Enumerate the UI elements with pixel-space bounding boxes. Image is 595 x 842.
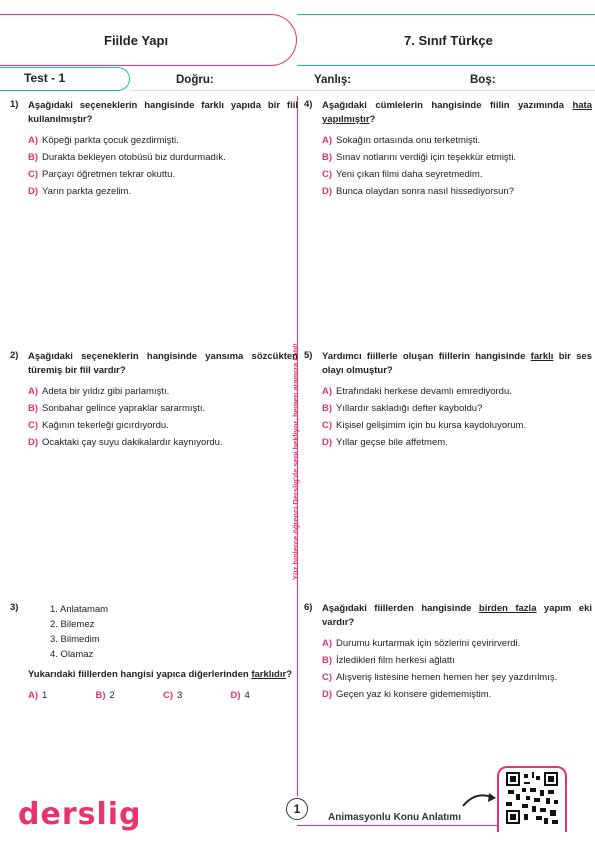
grade-title: 7. Sınıf Türkçe (404, 33, 493, 48)
list-item: 4. Olamaz (50, 649, 94, 660)
option-b[interactable]: B) 2 (95, 690, 115, 701)
question-6 (304, 602, 593, 701)
derslig-logo: derslig (18, 797, 142, 832)
option-c[interactable]: C) Kağının tekerleği gıcırdıyordu. (28, 420, 169, 431)
option-c[interactable]: C) Kişisel gelişimim için bu kursa kaydoluyorum. (322, 420, 527, 431)
question-stem: Aşağıdaki seçeneklerin hangisinde farklı yapıda bir fiil kullanılmıştır? (28, 100, 298, 125)
option-b[interactable]: B) Durakta bekleyen otobüsü biz durdurmadık. (28, 152, 226, 163)
question-4 (304, 99, 593, 198)
subject-title: Fiilde Yapı (104, 33, 169, 48)
page-number: 1 (286, 798, 308, 820)
option-b[interactable]: B) Sonbahar gelince yapraklar sararmıştı. (28, 403, 206, 414)
question-number: 3) (10, 602, 19, 613)
inline-options (28, 690, 298, 701)
arrow-icon (460, 788, 500, 810)
question-1 (10, 99, 298, 198)
numbered-list (50, 602, 298, 662)
question-number: 5) (304, 350, 313, 361)
option-a[interactable]: A) Sokağın ortasında onu terketmişti. (322, 135, 481, 146)
question-2 (10, 350, 298, 449)
question-number: 4) (304, 99, 313, 110)
option-c[interactable]: C) 3 (163, 690, 183, 701)
test-label: Test - 1 (24, 71, 66, 85)
option-d[interactable]: D) Yıllar geçse bile affetmem. (322, 437, 448, 448)
qr-code-icon[interactable] (506, 772, 558, 824)
empty-label: Boş: (470, 74, 496, 86)
question-3 (10, 602, 298, 701)
question-stem: Aşağıdaki seçeneklerin hangisinde yansıma sözcükten türemiş bir fiil vardır? (28, 351, 298, 376)
option-c[interactable]: C) Alışveriş listesine hemen hemen her şey yazdırılmış. (322, 672, 558, 683)
question-number: 6) (304, 602, 313, 613)
option-d[interactable]: D) Ocaktaki çay suyu dakikalardır kaynıyordu. (28, 437, 223, 448)
question-stem: Yukarıdaki fiillerden hangisi yapıca diğerlerinden farklıdır? (28, 669, 292, 680)
animation-link-text[interactable]: Animasyonlu Konu Anlatımı (328, 812, 461, 823)
correct-label: Doğru: (176, 74, 214, 86)
option-d[interactable]: D) Geçen yaz ki konsere gidememiştim. (322, 689, 492, 700)
wrong-label: Yanlış: (314, 74, 352, 86)
option-a[interactable]: A) Köpeği parkta çocuk gezdirmişti. (28, 135, 179, 146)
question-number: 1) (10, 99, 19, 110)
option-a[interactable]: A) Durumu kurtarmak için sözlerini çevirirverdi. (322, 638, 521, 649)
question-stem: Aşağıdaki cümlelerin hangisinde fiilin yazımında hata yapılmıştır? (322, 100, 593, 125)
option-d[interactable]: D) 4 (230, 690, 250, 701)
option-b[interactable]: B) Yıllardır sakladığı defter kayboldu? (322, 403, 483, 414)
header-rule (130, 90, 595, 91)
question-number: 2) (10, 350, 19, 361)
option-d[interactable]: D) Yarın parkta gezelim. (28, 186, 132, 197)
option-a[interactable]: A) 1 (28, 690, 48, 701)
option-a[interactable]: A) Adeta bir yıldız gibi parlamıştı. (28, 386, 170, 397)
option-c[interactable]: C) Parçayı öğretmen tekrar okuttu. (28, 169, 176, 180)
side-promo-text: Yüz binlerce öğrenci Derslig'de seni bekliyor, hemen aramıza katıl! (291, 343, 300, 580)
list-item: 2. Bilemez (50, 619, 95, 630)
option-b[interactable]: B) Sınav notlarını verdiği için teşekkür etmişti. (322, 152, 517, 163)
option-c[interactable]: C) Yeni çıkan filmi daha seyretmedim. (322, 169, 483, 180)
question-stem: Yardımcı fiillerle oluşan fiillerin hangisinde farklı bir ses olayı olmuştur? (322, 351, 592, 376)
option-a[interactable]: A) Etrafındaki herkese devamlı emrediyordu. (322, 386, 512, 397)
question-5 (304, 350, 592, 449)
question-stem: Aşağıdaki fiillerden hangisinde birden fazla yapım eki vardır? (322, 603, 593, 628)
footer-rule (297, 825, 497, 826)
list-item: 3. Bilmedim (50, 634, 100, 645)
option-b[interactable]: B) İzledikleri film herkesi ağlattı (322, 655, 455, 666)
option-d[interactable]: D) Bunca olaydan sonra nasıl hissediyorsun? (322, 186, 515, 197)
list-item: 1. Anlatamam (50, 604, 109, 615)
